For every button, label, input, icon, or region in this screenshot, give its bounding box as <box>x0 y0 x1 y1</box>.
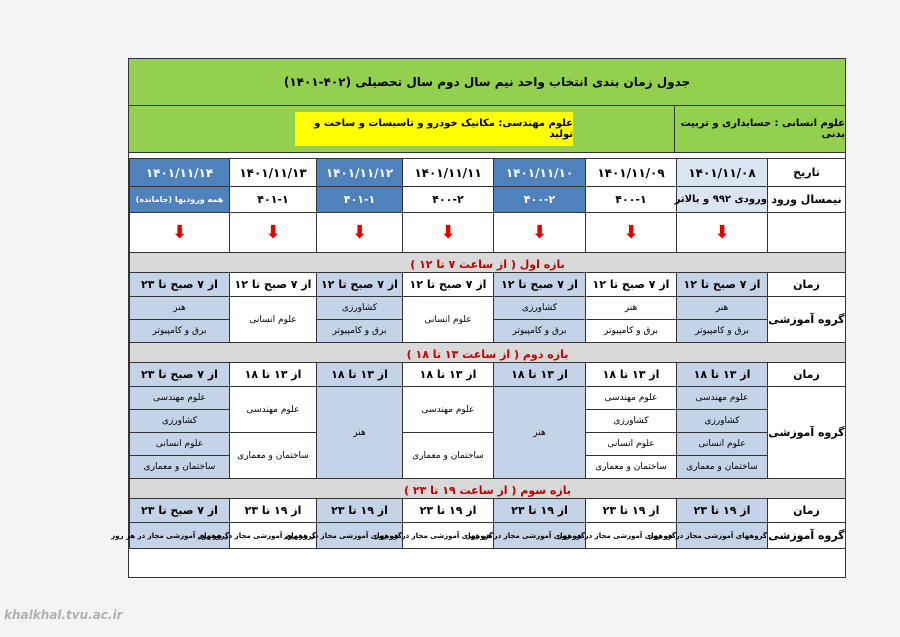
date-cell: ۱۴۰۱/۱۱/۱۴ <box>130 159 230 187</box>
down-arrow-icon: ⬇ <box>351 222 368 243</box>
group-cell: ساختمان و معماری <box>677 456 768 479</box>
time-cell: از ۷ صبح تا ۱۲ <box>317 273 403 297</box>
group-cell: هنر <box>494 387 586 479</box>
group-cell: هنر <box>317 387 403 479</box>
time-label: زمان <box>768 273 846 297</box>
time-cell: از ۱۹ تا ۲۳ <box>677 499 768 523</box>
period3-label: بازه سوم ( از ساعت ۱۹ تا ۲۳ ) <box>404 484 571 497</box>
group-cell: ساختمان و معماری <box>230 433 317 479</box>
time-label: زمان <box>768 363 846 387</box>
period3-header <box>130 479 846 499</box>
time-cell: از ۱۹ تا ۲۳ <box>403 499 494 523</box>
date-label: تاریخ <box>768 159 846 187</box>
groups-banner <box>129 106 845 153</box>
group-label: گروه آموزشی <box>768 387 846 479</box>
group-cell: گروههای آموزشی مجاز در هر روز <box>586 523 677 549</box>
period1-group-row-a <box>130 297 846 320</box>
period3-group-row <box>130 523 846 549</box>
period3-time-row <box>130 499 846 523</box>
time-cell: از ۱۳ تا ۱۸ <box>586 363 677 387</box>
group-cell: برق و کامپیوتر <box>317 320 403 343</box>
period1-label: بازه اول ( از ساعت ۷ تا ۱۲ ) <box>410 258 565 271</box>
entry-cell: ۴۰۰-۲ <box>494 187 586 213</box>
date-cell: ۱۴۰۱/۱۱/۰۸ <box>677 159 768 187</box>
group-cell: علوم مهندسی <box>586 387 677 410</box>
period2-time-row <box>130 363 846 387</box>
time-cell: از ۷ صبح تا ۱۲ <box>586 273 677 297</box>
group-cell: برق و کامپیوتر <box>494 320 586 343</box>
time-cell: از ۷ صبح تا ۲۳ <box>130 273 230 297</box>
down-arrow-icon: ⬇ <box>171 222 188 243</box>
group-cell: هنر <box>677 297 768 320</box>
entry-cell: ۴۰۰-۲ <box>403 187 494 213</box>
schedule-sheet <box>111 58 846 578</box>
period2-group-row-c <box>130 433 846 456</box>
period2-label: بازه دوم ( از ساعت ۱۳ تا ۱۸ ) <box>406 348 569 361</box>
time-cell: از ۱۹ تا ۲۳ <box>230 499 317 523</box>
title-banner <box>129 59 845 106</box>
down-arrow-icon: ⬇ <box>265 222 281 243</box>
group-cell: کشاورزی <box>317 297 403 320</box>
group-cell: برق و کامپیوتر <box>130 320 230 343</box>
time-cell: از ۱۳ تا ۱۸ <box>317 363 403 387</box>
group-cell: کشاورزی <box>130 410 230 433</box>
group-cell: ساختمان و معماری <box>403 433 494 479</box>
time-cell: از ۱۹ تا ۲۳ <box>586 499 677 523</box>
group-cell: گروههای آموزشی مجاز در هر روز <box>230 523 317 549</box>
group-cell: برق و کامپیوتر <box>586 320 677 343</box>
time-cell: از ۱۳ تا ۱۸ <box>403 363 494 387</box>
date-cell: ۱۴۰۱/۱۱/۱۰ <box>494 159 586 187</box>
time-cell: از ۱۹ تا ۲۳ <box>317 499 403 523</box>
time-cell: از ۱۹ تا ۲۳ <box>494 499 586 523</box>
group-cell: هنر <box>130 297 230 320</box>
group-cell: کشاورزی <box>494 297 586 320</box>
time-label: زمان <box>768 499 846 523</box>
time-cell: از ۷ صبح تا ۲۳ <box>130 499 230 523</box>
entry-row <box>130 187 846 213</box>
period2-header <box>130 343 846 363</box>
group-cell: کشاورزی <box>677 410 768 433</box>
entry-cell: ۴۰۱-۱ <box>230 187 317 213</box>
time-cell: از ۷ صبح تا ۱۲ <box>403 273 494 297</box>
group-label: گروه آموزشی <box>768 523 846 549</box>
down-arrow-icon: ⬇ <box>531 222 548 243</box>
entry-cell: ۴۰۱-۱ <box>317 187 403 213</box>
time-cell: از ۱۳ تا ۱۸ <box>230 363 317 387</box>
group-cell: علوم انسانی <box>130 433 230 456</box>
group-cell: علوم انسانی <box>230 297 317 343</box>
date-cell: ۱۴۰۱/۱۱/۰۹ <box>586 159 677 187</box>
period2-group-row-a <box>130 387 846 410</box>
down-arrow-icon: ⬇ <box>623 222 639 243</box>
down-arrow-icon: ⬇ <box>440 222 456 243</box>
group-cell: گروههای آموزشی مجاز در هر روز <box>677 523 768 549</box>
engineering-group-label: علوم مهندسی: مکانیک خودرو و تاسیسات و ساخت و تولید <box>314 118 573 140</box>
arrow-spacer <box>768 213 846 253</box>
date-cell: ۱۴۰۱/۱۱/۱۲ <box>317 159 403 187</box>
watermark: khalkhal.tvu.ac.ir <box>4 608 123 622</box>
group-cell: ساختمان و معماری <box>586 456 677 479</box>
time-cell: از ۷ صبح تا ۲۳ <box>130 363 230 387</box>
group-cell: کشاورزی <box>586 410 677 433</box>
down-arrow-icon: ⬇ <box>714 222 730 243</box>
group-label: گروه آموزشی <box>768 297 846 343</box>
entry-label: نیمسال ورود <box>768 187 846 213</box>
humanities-group-cell <box>674 106 845 152</box>
group-cell: گروههای آموزشی مجاز در هر روز <box>494 523 586 549</box>
group-cell: گروههای آموزشی مجاز در هر روز <box>130 523 230 549</box>
humanities-group-label: علوم انسانی : حسابداری و تربیت بدنی <box>680 118 845 140</box>
group-cell: علوم انسانی <box>677 433 768 456</box>
group-cell: علوم مهندسی <box>677 387 768 410</box>
date-cell: ۱۴۰۱/۱۱/۱۳ <box>230 159 317 187</box>
time-cell: از ۷ صبح تا ۱۲ <box>494 273 586 297</box>
group-cell: علوم مهندسی <box>130 387 230 410</box>
group-cell: علوم انسانی <box>403 297 494 343</box>
engineering-group-cell <box>295 112 573 146</box>
group-cell: هنر <box>586 297 677 320</box>
entry-cell: همه ورودیها (جامانده) <box>130 187 230 213</box>
group-cell: علوم مهندسی <box>230 387 317 433</box>
date-row <box>130 159 846 187</box>
time-cell: از ۱۳ تا ۱۸ <box>494 363 586 387</box>
page-title: جدول زمان بندی انتخاب واحد نیم سال دوم سال تحصیلی (۴۰۲-۱۴۰۱) <box>283 75 691 89</box>
arrow-row <box>130 213 846 253</box>
group-cell: گروههای آموزشی مجاز در هر روز <box>403 523 494 549</box>
date-cell: ۱۴۰۱/۱۱/۱۱ <box>403 159 494 187</box>
group-cell: ساختمان و معماری <box>130 456 230 479</box>
group-cell: برق و کامپیوتر <box>677 320 768 343</box>
time-cell: از ۷ صبح تا ۱۲ <box>677 273 768 297</box>
schedule-table <box>111 158 846 549</box>
group-cell: علوم مهندسی <box>403 387 494 433</box>
entry-cell: ۴۰۰-۱ <box>586 187 677 213</box>
group-cell: علوم انسانی <box>586 433 677 456</box>
period1-time-row <box>130 273 846 297</box>
entry-cell: ورودی ۹۹۲ و بالاتر <box>677 187 768 213</box>
time-cell: از ۱۳ تا ۱۸ <box>677 363 768 387</box>
group-cell: گروههای آموزشی مجاز در هر روز <box>317 523 403 549</box>
period1-header <box>130 253 846 273</box>
time-cell: از ۷ صبح تا ۱۲ <box>230 273 317 297</box>
